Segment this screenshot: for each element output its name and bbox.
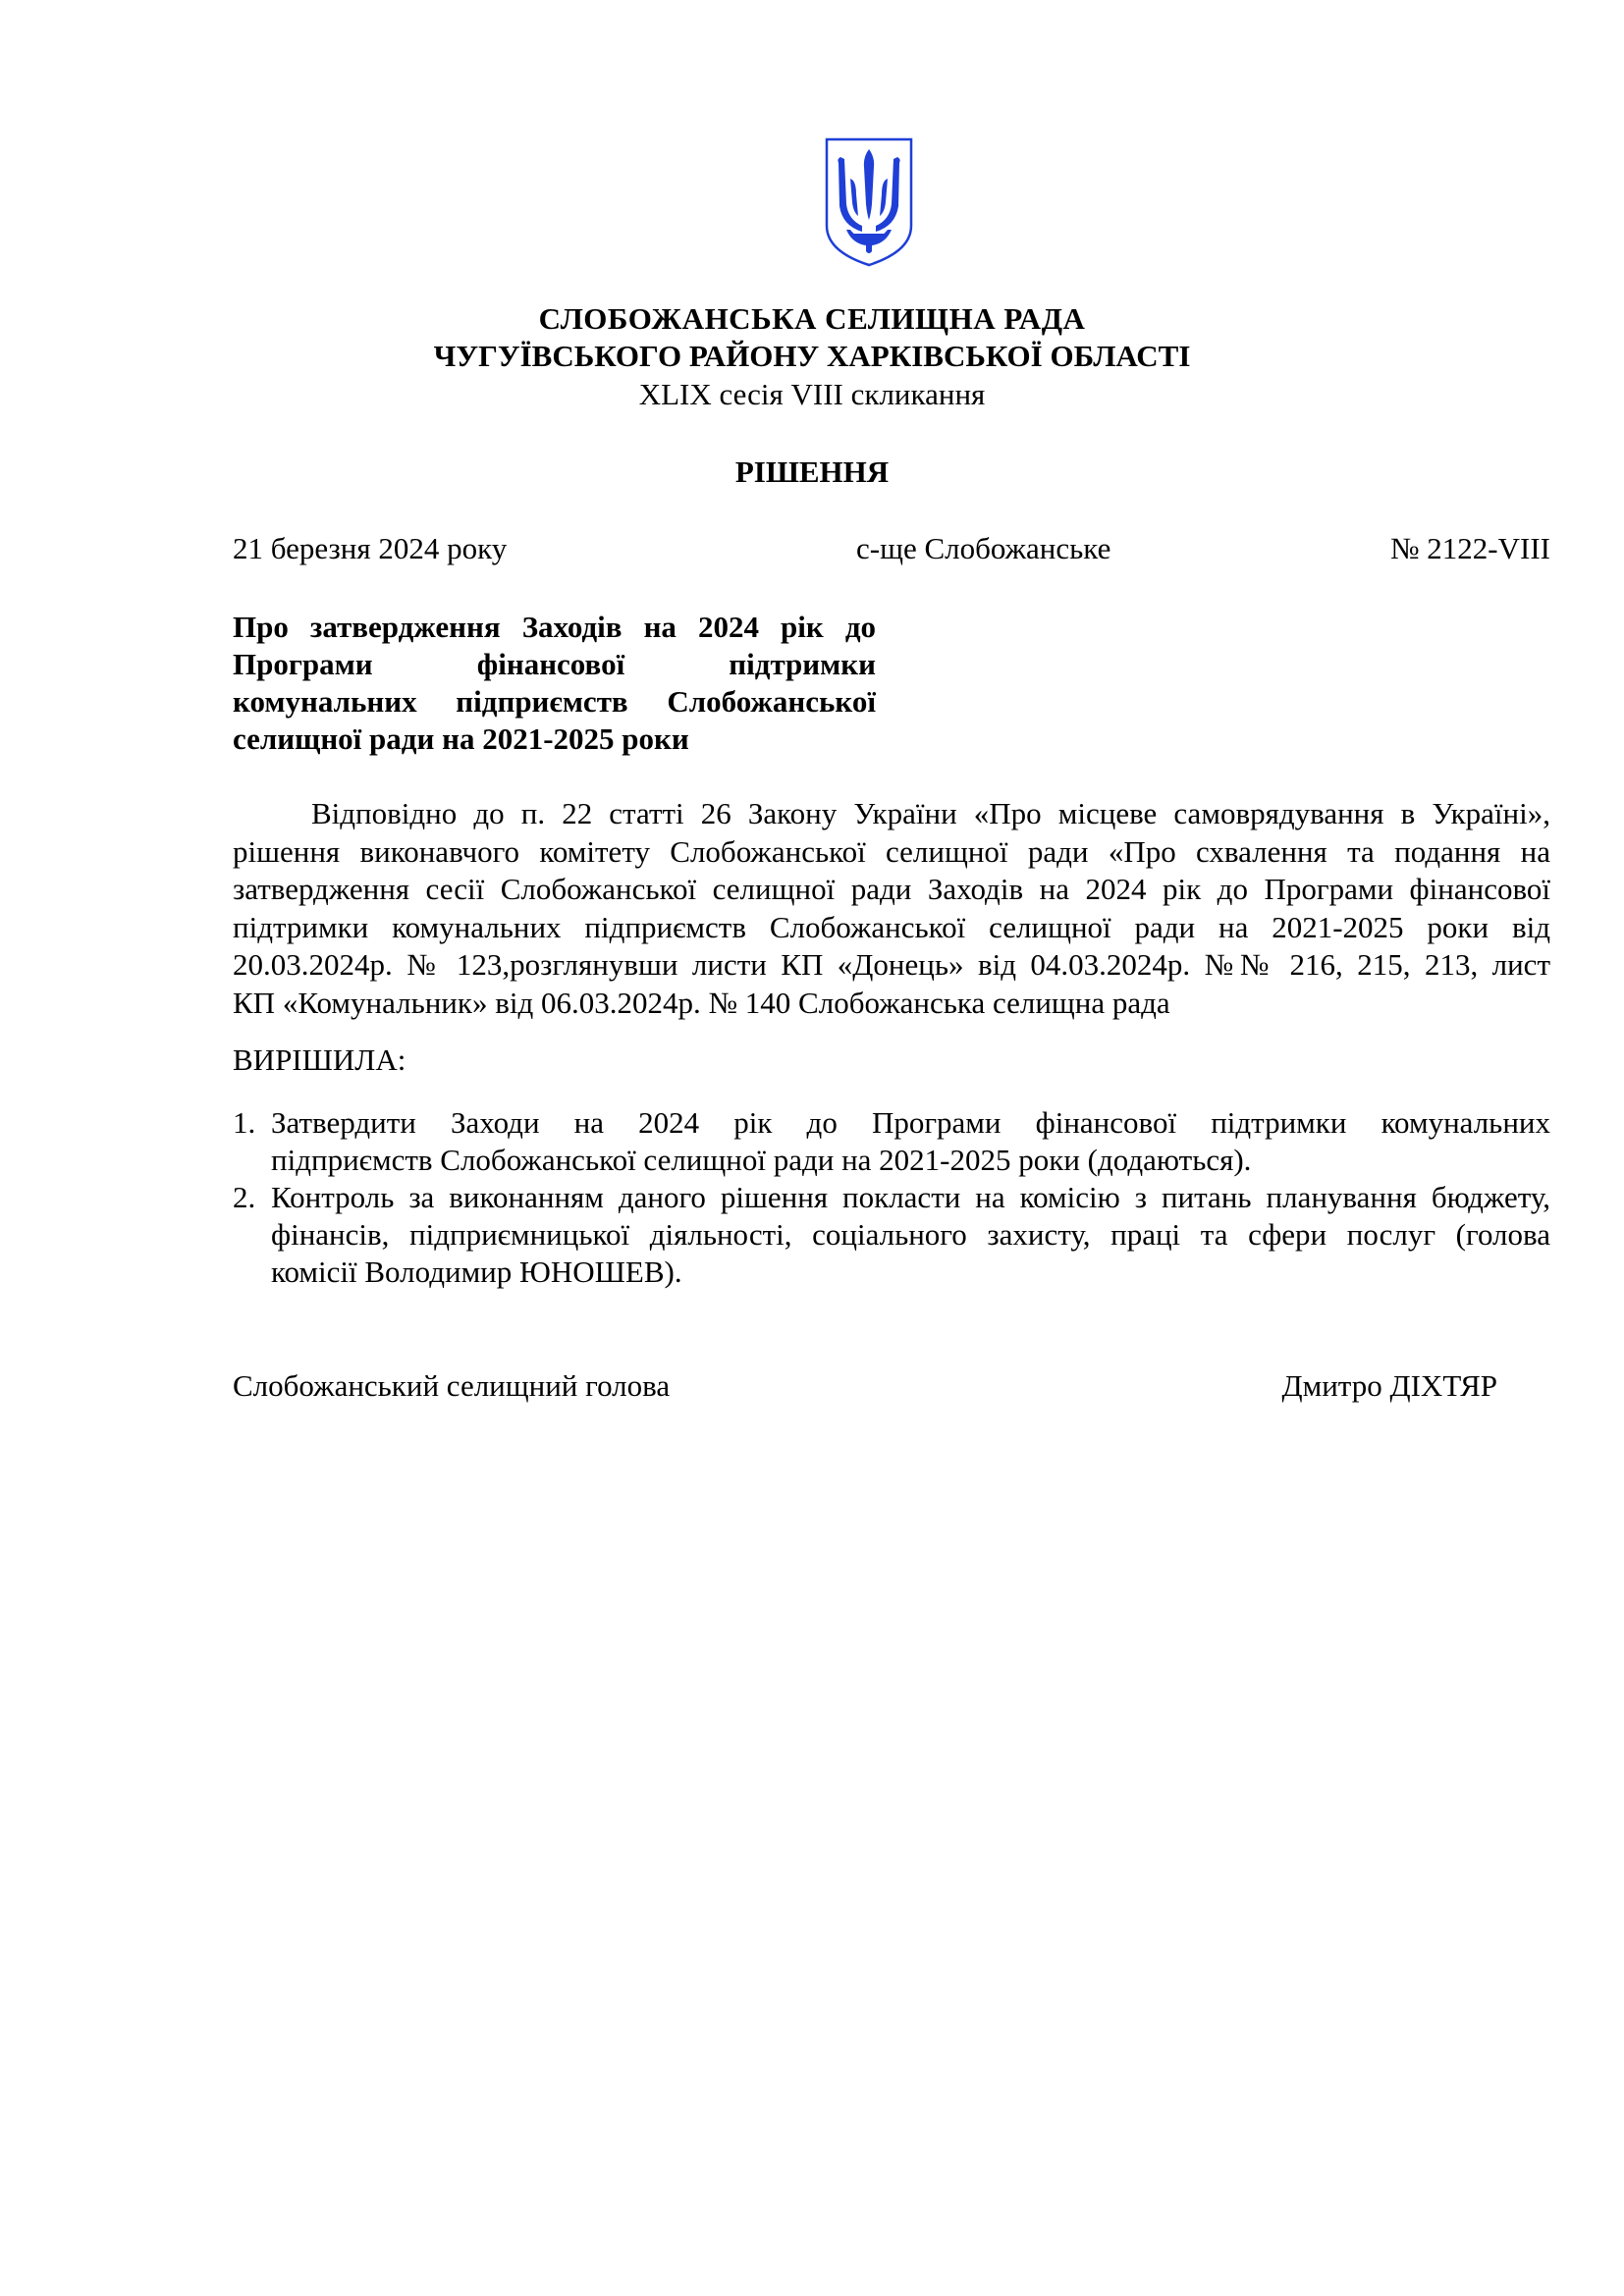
decision-item [233,1179,1550,1291]
document-type: РІШЕННЯ [734,454,890,489]
item-line: Контроль за виконанням даного рішення покласти на комісію з питань планування бюджету, [271,1180,1550,1214]
preamble-line: затвердження сесії Слобожанської селищної ради Заходів на 2024 рік до Програми фінансової [233,872,1550,906]
preamble-line: підтримки комунальних підприємств Слобожанської селищної ради на 2021-2025 роки від [233,909,1550,944]
item-number: 2. [233,1180,256,1214]
signatory-name: Дмитро ДІХТЯР [1281,1368,1497,1403]
decision-item [233,1104,1550,1179]
item-number: 1. [233,1105,256,1140]
decision-subject [233,609,876,758]
item-line: фінансів, підприємницької діяльності, соціального захисту, праці та сфери послуг (голова [271,1217,1550,1252]
council-name: СЛОБОЖАНСЬКА СЕЛИЩНА РАДА [538,301,1086,336]
preamble-paragraph [233,795,1550,1022]
item-line: комісії Володимир ЮНОШЕВ). [271,1255,682,1289]
decision-date: 21 березня 2024 року [233,531,508,565]
subject-line: Програми фінансової підтримки [233,647,876,681]
subject-line: селищної ради на 2021-2025 роки [233,721,689,756]
decision-place: с-ще Слобожанське [856,531,1111,565]
preamble-line: 20.03.2024р. № 123,розглянувши листи КП «Донець» від 04.03.2024р. №№ 216, 215, 213, лист [233,947,1550,982]
resolved-label: ВИРІШИЛА: [233,1042,406,1077]
item-line: Затвердити Заходи на 2024 рік до Програми фінансової підтримки комунальних [271,1105,1550,1140]
subject-line: Про затвердження Заходів на 2024 рік до [233,610,876,644]
preamble-line: КП «Комунальник» від 06.03.2024р. № 140 Слобожанська селищна рада [233,985,1170,1020]
preamble-line: рішення виконавчого комітету Слобожанської селищної ради «Про схвалення та подання на [233,833,1550,869]
session-info: XLIX сесія VIII скликання [638,377,986,411]
subject-line: комунальних підприємств Слобожанської [233,684,876,719]
district-name: ЧУГУЇВСЬКОГО РАЙОНУ ХАРКІВСЬКОЇ ОБЛАСТІ [433,339,1191,373]
decision-number: № 2122-VIII [1389,531,1550,565]
preamble-line: Відповідно до п. 22 статті 26 Закону України «Про місцеве самоврядування в Україні», [311,796,1550,830]
decision-items [233,1104,1550,1291]
ukraine-trident-emblem-icon [823,135,915,269]
signatory-title: Слобожанський селищний голова [233,1368,671,1403]
item-line: підприємств Слобожанської селищної ради на 2021-2025 роки (додаються). [271,1143,1252,1177]
